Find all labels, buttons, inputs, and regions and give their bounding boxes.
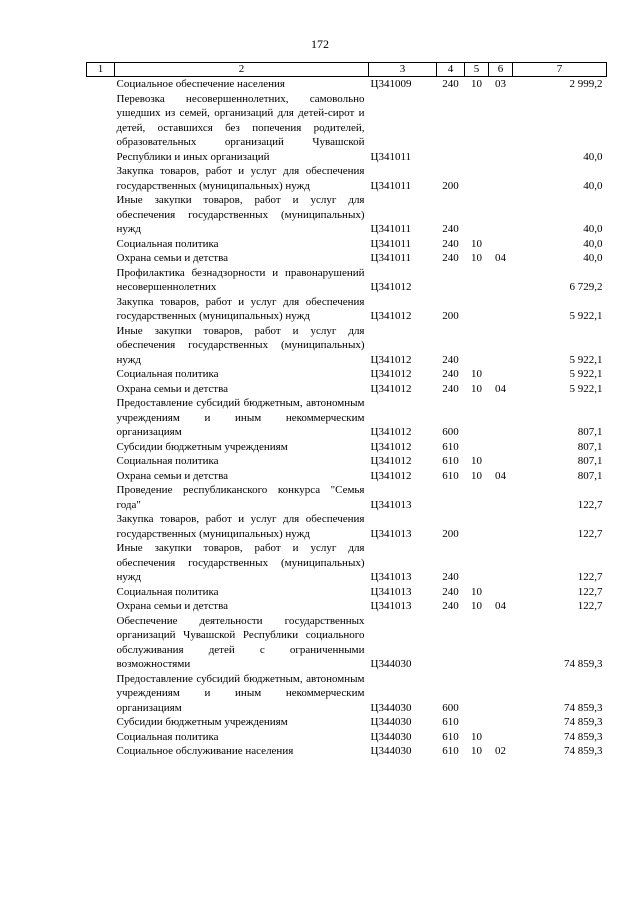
row-col-6 [489,193,513,237]
row-name: Субсидии бюджетным учреждениям [116,716,288,728]
row-code: Ц341013 [370,600,412,612]
row-amount: 74 859,3 [564,701,603,714]
row-col-4: 610 [442,440,459,453]
row-empty-cell [87,614,115,672]
table-row [87,730,607,745]
row-empty-cell [87,585,115,600]
row-col-4: 200 [442,527,459,540]
row-col-6 [489,367,513,382]
table-row [87,614,607,672]
row-code: Ц344030 [370,701,412,714]
row-name: Проведение республиканского конкурса "Семья года" [116,484,365,511]
row-col-5 [465,512,489,541]
row-col-4 [437,92,465,165]
row-name: Охрана семьи и детства [116,469,229,482]
row-col-4: 610 [442,730,459,743]
row-code: Ц344030 [370,716,412,728]
row-col-6 [489,440,513,455]
header-col-7: 7 [513,63,607,77]
row-col-6 [489,614,513,672]
row-code: Ц341012 [370,353,412,366]
table-row [87,715,607,730]
row-empty-cell [87,469,115,484]
row-col-4: 610 [442,716,459,728]
table-row [87,483,607,512]
table-row [87,585,607,600]
row-amount: 40,0 [583,237,603,250]
row-empty-cell [87,367,115,382]
row-col-5: 10 [471,730,482,743]
row-code: Ц344030 [370,658,412,670]
row-col-4: 240 [442,600,459,612]
row-col-6 [489,237,513,252]
row-amount: 5 922,1 [569,353,603,366]
table-row [87,454,607,469]
row-amount: 807,1 [577,455,603,467]
row-name: Предоставление субсидий бюджетным, автономным учреждениям и иным некоммерческим организациям [116,672,365,714]
table-row [87,512,607,541]
row-col-6 [489,266,513,295]
row-name: Обеспечение деятельности государственных организаций Чувашской Республики социального обслуживания детей с ограниченными возможностями [116,614,365,670]
table-row [87,324,607,368]
row-empty-cell [87,599,115,614]
row-empty-cell [87,483,115,512]
row-amount: 122,7 [577,600,603,612]
row-name: Охрана семьи и детства [116,252,229,264]
row-code: Ц341012 [370,382,412,395]
row-empty-cell [87,164,115,193]
header-col-6: 6 [489,63,513,77]
row-empty-cell [87,454,115,469]
row-name: Охрана семьи и детства [116,382,229,395]
row-code: Ц341012 [370,310,412,322]
row-amount: 74 859,3 [564,745,603,757]
row-col-4: 240 [442,585,459,598]
row-col-4: 240 [442,237,459,250]
header-col-5: 5 [465,63,489,77]
row-col-4: 600 [442,701,459,714]
row-col-6 [489,512,513,541]
table-row [87,367,607,382]
row-name: Социальная политика [116,730,219,743]
row-col-4: 240 [442,382,459,395]
row-col-4: 610 [442,745,459,757]
row-col-6: 04 [495,382,506,395]
row-name: Социальное обеспечение населения [116,78,285,90]
row-amount: 807,1 [577,426,603,438]
table-header-row [87,63,607,77]
row-col-5: 10 [471,252,482,264]
row-empty-cell [87,193,115,237]
row-code: Ц341012 [370,469,412,482]
row-col-4: 240 [442,252,459,264]
row-col-6 [489,483,513,512]
page-number: 172 [311,37,329,51]
table-row [87,744,607,759]
row-empty-cell [87,715,115,730]
row-col-5 [465,295,489,324]
row-code: Ц341011 [370,179,412,192]
row-name: Предоставление субсидий бюджетным, автономным учреждениям и иным некоммерческим организациям [116,397,365,438]
row-col-6 [489,92,513,165]
table-row [87,251,607,266]
header-col-2: 2 [115,63,369,77]
row-empty-cell [87,237,115,252]
header-col-4: 4 [437,63,465,77]
row-col-6 [489,672,513,716]
row-amount: 122,7 [577,527,603,540]
row-col-4: 600 [442,426,459,438]
row-col-4: 610 [442,469,459,482]
row-code: Ц341011 [370,237,412,250]
table-row [87,164,607,193]
header-col-3: 3 [369,63,437,77]
table-row [87,382,607,397]
row-name: Иные закупки товаров, работ и услуг для обеспечения государственных (муниципальных) нужд [116,542,365,583]
row-col-4: 610 [442,455,459,467]
row-name: Закупка товаров, работ и услуг для обеспечения государственных (муниципальных) нужд [116,513,365,540]
row-col-6 [489,454,513,469]
row-amount: 40,0 [583,252,603,264]
row-code: Ц341013 [370,498,412,511]
row-empty-cell [87,92,115,165]
row-code: Ц341011 [370,252,412,264]
row-amount: 2 999,2 [569,78,603,90]
row-col-6: 04 [495,252,506,264]
row-col-5 [465,614,489,672]
row-amount: 5 922,1 [569,310,603,322]
row-amount: 122,7 [577,585,603,598]
row-empty-cell [87,324,115,368]
row-col-5: 10 [471,469,482,482]
row-col-6 [489,164,513,193]
row-col-4: 200 [442,310,459,322]
row-col-5: 10 [471,368,482,380]
row-name: Закупка товаров, работ и услуг для обеспечения государственных (муниципальных) нужд [116,165,365,192]
row-code: Ц341011 [370,223,412,235]
row-col-6 [489,730,513,745]
table-row [87,266,607,295]
row-code: Ц344030 [370,745,412,757]
row-col-5: 10 [471,382,482,395]
row-col-6 [489,295,513,324]
row-code: Ц341012 [370,281,412,293]
row-name: Охрана семьи и детства [116,600,229,612]
header-col-1: 1 [87,63,115,77]
row-col-5: 10 [471,745,482,757]
row-code: Ц341013 [370,571,412,583]
row-col-4 [437,483,465,512]
row-col-5 [465,324,489,368]
row-code: Ц341012 [370,440,412,453]
row-code: Ц341012 [370,368,412,380]
row-col-5: 10 [471,455,482,467]
row-col-5: 10 [471,600,482,612]
row-col-6: 02 [495,745,506,757]
row-col-6 [489,541,513,585]
row-code: Ц341013 [370,527,412,540]
row-col-4 [437,614,465,672]
row-empty-cell [87,77,115,92]
table-row [87,237,607,252]
row-name: Профилактика безнадзорности и правонарушений несовершеннолетних [116,266,365,293]
row-col-6 [489,396,513,440]
row-code: Ц341009 [370,78,412,90]
row-code: Ц344030 [370,730,412,743]
table-row [87,193,607,237]
row-amount: 74 859,3 [564,658,603,670]
row-col-4: 240 [442,368,459,380]
row-empty-cell [87,744,115,759]
row-amount: 40,0 [583,223,603,235]
table-row [87,92,607,165]
row-col-5 [465,92,489,165]
row-name: Закупка товаров, работ и услуг для обеспечения государственных (муниципальных) нужд [116,295,365,322]
table-body [87,77,607,759]
row-empty-cell [87,512,115,541]
row-col-6: 04 [495,469,506,482]
row-col-5 [465,541,489,585]
row-amount: 807,1 [577,440,603,453]
row-col-6 [489,715,513,730]
row-col-5 [465,193,489,237]
row-col-6: 04 [495,600,506,612]
row-amount: 122,7 [577,571,603,583]
row-amount: 40,0 [583,150,603,163]
row-col-5 [465,396,489,440]
row-empty-cell [87,541,115,585]
row-amount: 5 922,1 [569,382,603,395]
table-row [87,77,607,92]
row-name: Социальная политика [116,237,219,250]
row-col-5 [465,164,489,193]
row-amount: 5 922,1 [569,368,603,380]
row-code: Ц341013 [370,585,412,598]
table-row [87,396,607,440]
table-row [87,599,607,614]
row-amount: 6 729,2 [569,281,603,293]
row-code: Ц341011 [370,150,412,163]
row-code: Ц341012 [370,455,412,467]
row-col-4: 240 [442,78,459,90]
row-col-4: 240 [442,571,459,583]
table-row [87,295,607,324]
row-col-4: 240 [442,353,459,366]
row-code: Ц341012 [370,426,412,438]
row-col-5 [465,483,489,512]
row-name: Иные закупки товаров, работ и услуг для обеспечения государственных (муниципальных) нужд [116,324,365,366]
row-empty-cell [87,396,115,440]
table-row [87,672,607,716]
row-name: Иные закупки товаров, работ и услуг для обеспечения государственных (муниципальных) нужд [116,194,365,235]
row-col-5: 10 [471,237,482,250]
budget-table [86,62,607,759]
row-empty-cell [87,672,115,716]
row-empty-cell [87,295,115,324]
row-col-5: 10 [471,585,482,598]
row-amount: 74 859,3 [564,716,603,728]
table-row [87,469,607,484]
table-row [87,440,607,455]
row-name: Социальная политика [116,585,219,598]
row-col-4: 200 [442,179,459,192]
row-empty-cell [87,730,115,745]
row-empty-cell [87,440,115,455]
row-col-5 [465,440,489,455]
row-col-5 [465,715,489,730]
row-amount: 807,1 [577,469,603,482]
row-name: Социальная политика [116,455,219,467]
row-amount: 122,7 [577,498,603,511]
table-row [87,541,607,585]
row-col-6 [489,585,513,600]
row-col-4 [437,266,465,295]
row-col-5 [465,672,489,716]
row-empty-cell [87,266,115,295]
row-empty-cell [87,251,115,266]
row-empty-cell [87,382,115,397]
row-col-4: 240 [442,223,459,235]
row-col-5: 10 [471,78,482,90]
row-col-6 [489,324,513,368]
row-name: Субсидии бюджетным учреждениям [116,440,288,453]
row-col-5 [465,266,489,295]
row-name: Социальная политика [116,368,219,380]
row-name: Социальное обслуживание населения [116,745,294,757]
row-col-6: 03 [495,78,506,90]
row-amount: 40,0 [583,179,603,192]
row-amount: 74 859,3 [564,730,603,743]
row-name: Перевозка несовершеннолетних, самовольно ушедших из семей, организаций для детей-сирот и детей, оставшихся без попечения родителей, образовательных организаций Чувашской Республики и иных организаций [116,92,365,163]
